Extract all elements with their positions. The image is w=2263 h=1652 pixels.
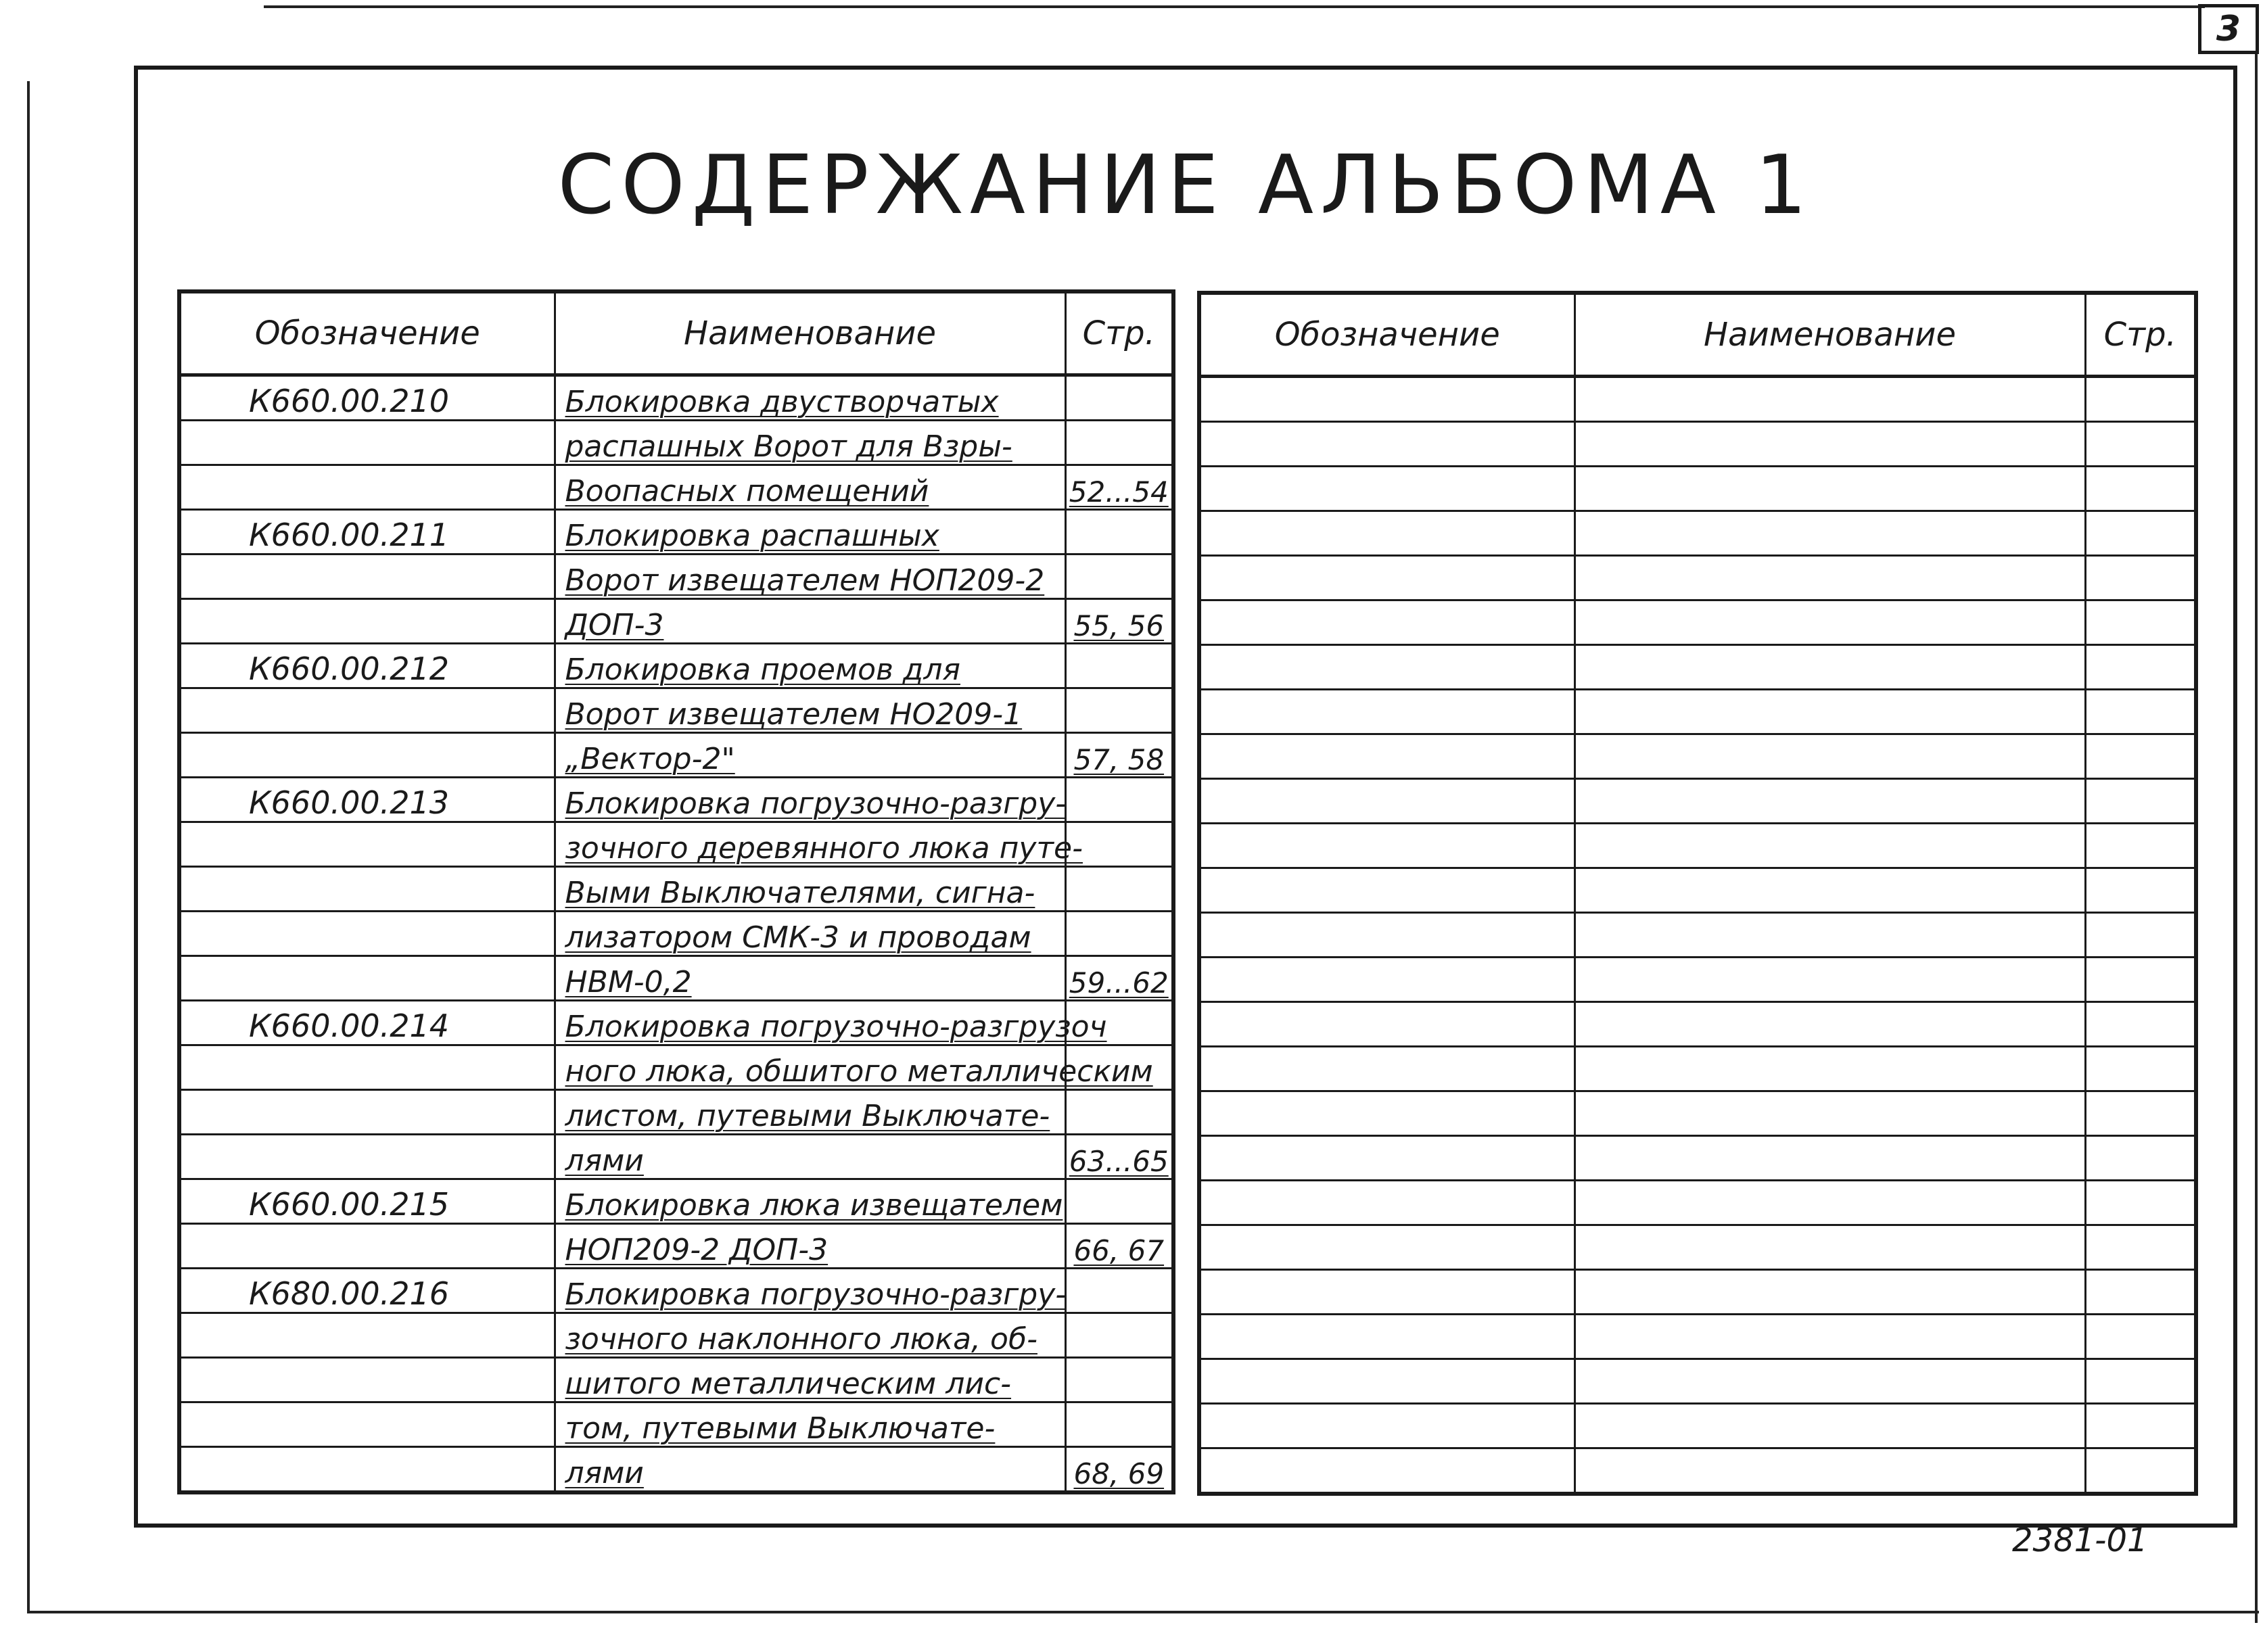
- name-cell: [1574, 1404, 2085, 1448]
- page-cell: [2085, 913, 2196, 958]
- page-cell: [2085, 779, 2196, 824]
- table-row: [179, 1090, 1173, 1135]
- contents-table-right: [1197, 291, 2198, 1496]
- page-cell: [2085, 1091, 2196, 1136]
- page-cell: 52...54: [1065, 465, 1173, 510]
- name-cell: Ворот извещателем НО209-1: [555, 688, 1065, 733]
- table-row: [1199, 1002, 2196, 1047]
- designation-cell: [1199, 422, 1574, 467]
- name-cell: [1574, 1359, 2085, 1404]
- page-cell: 63...65: [1065, 1135, 1173, 1179]
- designation-cell: [1199, 556, 1574, 600]
- top-trim-line: [264, 5, 2205, 8]
- table-row: [179, 1313, 1173, 1358]
- table-row: [179, 1447, 1173, 1493]
- table-row: [1199, 1181, 2196, 1225]
- designation-cell: [179, 599, 555, 644]
- table-row: [1199, 824, 2196, 868]
- table-row: [1199, 958, 2196, 1002]
- table-row: [179, 1179, 1173, 1224]
- name-cell: „Вектор-2": [555, 733, 1065, 778]
- designation-cell: [179, 822, 555, 867]
- designation-cell: К660.00.214: [179, 1001, 555, 1045]
- designation-cell: [1199, 690, 1574, 734]
- name-cell: том, путевыми Выключате-: [555, 1402, 1065, 1447]
- name-cell: [1574, 645, 2085, 690]
- designation-cell: [1199, 377, 1574, 422]
- page-cell: [1065, 1090, 1173, 1135]
- page-cell: [2085, 824, 2196, 868]
- table-row: [179, 599, 1173, 644]
- page-cell: [2085, 1002, 2196, 1047]
- table-row: [179, 688, 1173, 733]
- table-row: [179, 1045, 1173, 1090]
- name-cell: зочного деревянного люка путе-: [555, 822, 1065, 867]
- page-cell: [1065, 778, 1173, 822]
- name-cell: Блокировка двустворчатых: [555, 375, 1065, 421]
- name-cell: [1574, 1091, 2085, 1136]
- page-cell: [2085, 1315, 2196, 1359]
- contents-table-body: [179, 375, 1173, 1493]
- empty-table-body: [1199, 377, 2196, 1494]
- name-cell: [1574, 734, 2085, 779]
- name-cell: лизатором СМК-3 и проводам: [555, 912, 1065, 956]
- designation-cell: [1199, 734, 1574, 779]
- designation-cell: [1199, 1448, 1574, 1494]
- designation-cell: К680.00.216: [179, 1269, 555, 1313]
- table-row: [1199, 690, 2196, 734]
- designation-cell: [179, 1447, 555, 1493]
- table-row: [1199, 1448, 2196, 1494]
- header-row: [1199, 293, 2196, 377]
- designation-cell: К660.00.212: [179, 644, 555, 688]
- designation-cell: [179, 554, 555, 599]
- name-cell: листом, путевыми Выключате-: [555, 1090, 1065, 1135]
- designation-cell: [1199, 824, 1574, 868]
- table-row: [179, 1224, 1173, 1269]
- name-cell: ного люка, обшитого металлическим: [555, 1045, 1065, 1090]
- designation-cell: [1199, 1225, 1574, 1270]
- name-cell: [1574, 556, 2085, 600]
- page-cell: [1065, 1358, 1173, 1402]
- table-row: [1199, 1359, 2196, 1404]
- name-cell: [1574, 913, 2085, 958]
- designation-cell: [179, 1090, 555, 1135]
- page-cell: [2085, 690, 2196, 734]
- page-cell: [1065, 912, 1173, 956]
- table-row: [179, 867, 1173, 912]
- table-row: [179, 465, 1173, 510]
- table-row: [179, 1135, 1173, 1179]
- page-cell: [1065, 1313, 1173, 1358]
- page-cell: [2085, 1359, 2196, 1404]
- designation-cell: [1199, 913, 1574, 958]
- designation-cell: [1199, 1404, 1574, 1448]
- page-cell: [1065, 867, 1173, 912]
- designation-cell: К660.00.210: [179, 375, 555, 421]
- name-cell: шитого металлическим лис-: [555, 1358, 1065, 1402]
- table-row: [1199, 1270, 2196, 1315]
- table-row: [179, 510, 1173, 554]
- page-cell: [1065, 421, 1173, 465]
- table-row: [1199, 1404, 2196, 1448]
- designation-cell: [1199, 868, 1574, 913]
- table-row: [1199, 868, 2196, 913]
- page-cell: [1065, 1179, 1173, 1224]
- table-row: [1199, 913, 2196, 958]
- designation-cell: [1199, 1047, 1574, 1091]
- page-cell: [2085, 600, 2196, 645]
- table-row: [1199, 600, 2196, 645]
- page-cell: [2085, 1047, 2196, 1091]
- name-cell: [1574, 1047, 2085, 1091]
- name-cell: ДОП-3: [555, 599, 1065, 644]
- page-cell: 59...62: [1065, 956, 1173, 1001]
- designation-cell: [1199, 1181, 1574, 1225]
- designation-cell: [1199, 511, 1574, 556]
- page-cell: [1065, 375, 1173, 421]
- page-cell: [2085, 511, 2196, 556]
- designation-cell: [1199, 645, 1574, 690]
- table-row: [179, 1269, 1173, 1313]
- designation-cell: [179, 1224, 555, 1269]
- header-designation: Обозначение: [1199, 293, 1574, 377]
- name-cell: лями: [555, 1447, 1065, 1493]
- name-cell: [1574, 824, 2085, 868]
- table-row: [179, 778, 1173, 822]
- table-row: [179, 375, 1173, 421]
- designation-cell: [179, 1045, 555, 1090]
- name-cell: [1574, 1270, 2085, 1315]
- designation-cell: [179, 688, 555, 733]
- table-row: [1199, 511, 2196, 556]
- left-trim-line: [27, 81, 30, 1612]
- page-cell: 66, 67: [1065, 1224, 1173, 1269]
- name-cell: зочного наклонного люка, об-: [555, 1313, 1065, 1358]
- designation-cell: [1199, 600, 1574, 645]
- name-cell: [1574, 1181, 2085, 1225]
- name-cell: [1574, 1225, 2085, 1270]
- table-row: [1199, 377, 2196, 422]
- page-number: 3: [2198, 4, 2259, 54]
- name-cell: распашных Ворот для Взры-: [555, 421, 1065, 465]
- name-cell: [1574, 600, 2085, 645]
- name-cell: Выми Выключателями, сигна-: [555, 867, 1065, 912]
- name-cell: [1574, 958, 2085, 1002]
- page-cell: [2085, 1225, 2196, 1270]
- name-cell: Ворот извещателем НОП209-2: [555, 554, 1065, 599]
- page-cell: [2085, 734, 2196, 779]
- designation-cell: [1199, 1002, 1574, 1047]
- designation-cell: [179, 867, 555, 912]
- name-cell: НОП209-2 ДОП-3: [555, 1224, 1065, 1269]
- page-title: СОДЕРЖАНИЕ АЛЬБОМА 1: [557, 139, 1814, 233]
- designation-cell: [179, 733, 555, 778]
- page-cell: [2085, 1404, 2196, 1448]
- page-cell: [2085, 645, 2196, 690]
- contents-table-left: [177, 289, 1175, 1494]
- page-cell: 68, 69: [1065, 1447, 1173, 1493]
- page-cell: [2085, 467, 2196, 511]
- designation-cell: [1199, 467, 1574, 511]
- designation-cell: [1199, 1315, 1574, 1359]
- table-row: [179, 421, 1173, 465]
- table-row: [179, 733, 1173, 778]
- table-row: [1199, 1047, 2196, 1091]
- page-cell: [2085, 1136, 2196, 1181]
- document-code: 2381-01: [2012, 1521, 2148, 1559]
- designation-cell: [179, 956, 555, 1001]
- header-page: Стр.: [1065, 291, 1173, 375]
- table-row: [1199, 734, 2196, 779]
- name-cell: Блокировка люка извещателем: [555, 1179, 1065, 1224]
- designation-cell: [179, 421, 555, 465]
- page-cell: 57, 58: [1065, 733, 1173, 778]
- name-cell: [1574, 1448, 2085, 1494]
- header-row: [179, 291, 1173, 375]
- header-page: Стр.: [2085, 293, 2196, 377]
- designation-cell: [1199, 1359, 1574, 1404]
- designation-cell: [179, 1402, 555, 1447]
- name-cell: Блокировка погрузочно-разгру-: [555, 1269, 1065, 1313]
- table-row: [1199, 779, 2196, 824]
- table-row: [1199, 467, 2196, 511]
- page-cell: [2085, 1181, 2196, 1225]
- table-row: [179, 912, 1173, 956]
- name-cell: НВМ-0,2: [555, 956, 1065, 1001]
- table-row: [179, 822, 1173, 867]
- designation-cell: [179, 1358, 555, 1402]
- page-cell: [2085, 868, 2196, 913]
- designation-cell: [179, 912, 555, 956]
- page-cell: [1065, 644, 1173, 688]
- name-cell: [1574, 511, 2085, 556]
- page-cell: [1065, 554, 1173, 599]
- page-cell: [2085, 1448, 2196, 1494]
- name-cell: [1574, 868, 2085, 913]
- designation-cell: К660.00.211: [179, 510, 555, 554]
- designation-cell: [1199, 1270, 1574, 1315]
- header-name: Наименование: [1574, 293, 2085, 377]
- table-row: [1199, 1315, 2196, 1359]
- right-trim-line: [2255, 54, 2258, 1623]
- designation-cell: К660.00.213: [179, 778, 555, 822]
- designation-cell: [179, 1313, 555, 1358]
- designation-cell: К660.00.215: [179, 1179, 555, 1224]
- name-cell: Блокировка распашных: [555, 510, 1065, 554]
- name-cell: [1574, 1315, 2085, 1359]
- designation-cell: [1199, 1136, 1574, 1181]
- table-row: [179, 956, 1173, 1001]
- name-cell: Блокировка погрузочно-разгрузоч: [555, 1001, 1065, 1045]
- name-cell: лями: [555, 1135, 1065, 1179]
- name-cell: [1574, 422, 2085, 467]
- page-cell: [2085, 1270, 2196, 1315]
- designation-cell: [1199, 958, 1574, 1002]
- page-cell: [1065, 688, 1173, 733]
- name-cell: [1574, 779, 2085, 824]
- name-cell: Блокировка проемов для: [555, 644, 1065, 688]
- name-cell: [1574, 1002, 2085, 1047]
- page-cell: 55, 56: [1065, 599, 1173, 644]
- name-cell: [1574, 1136, 2085, 1181]
- page-cell: [2085, 422, 2196, 467]
- table-row: [179, 1402, 1173, 1447]
- table-row: [179, 1358, 1173, 1402]
- page-cell: [2085, 377, 2196, 422]
- table-row: [179, 644, 1173, 688]
- table-row: [1199, 1091, 2196, 1136]
- bottom-trim-line: [27, 1611, 2259, 1613]
- table-row: [1199, 1136, 2196, 1181]
- page-cell: [1065, 1402, 1173, 1447]
- page-cell: [2085, 958, 2196, 1002]
- header-designation: Обозначение: [179, 291, 555, 375]
- page-cell: [2085, 556, 2196, 600]
- header-name: Наименование: [555, 291, 1065, 375]
- table-row: [1199, 556, 2196, 600]
- designation-cell: [1199, 1091, 1574, 1136]
- page-cell: [1065, 510, 1173, 554]
- designation-cell: [179, 465, 555, 510]
- name-cell: [1574, 467, 2085, 511]
- table-row: [179, 1001, 1173, 1045]
- designation-cell: [1199, 779, 1574, 824]
- page-cell: [1065, 1269, 1173, 1313]
- table-row: [179, 554, 1173, 599]
- name-cell: Блокировка погрузочно-разгру-: [555, 778, 1065, 822]
- name-cell: [1574, 377, 2085, 422]
- designation-cell: [179, 1135, 555, 1179]
- table-row: [1199, 422, 2196, 467]
- name-cell: Воопасных помещений: [555, 465, 1065, 510]
- table-row: [1199, 645, 2196, 690]
- table-row: [1199, 1225, 2196, 1270]
- name-cell: [1574, 690, 2085, 734]
